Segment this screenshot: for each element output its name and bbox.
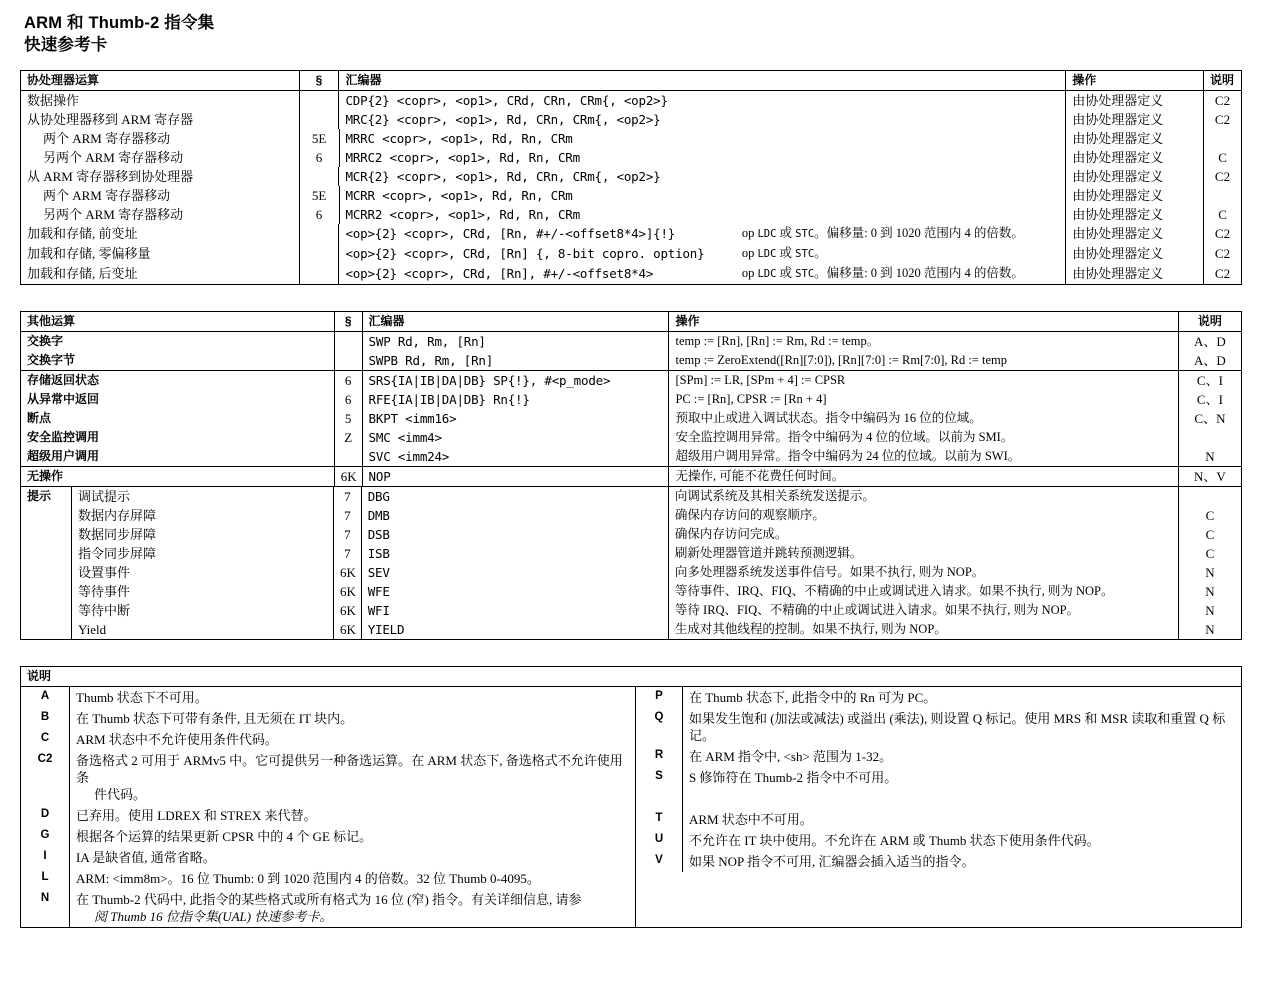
cell-op-name: 设置事件 [71,563,333,582]
table-header-row [21,71,1241,91]
cell-op-name: 从 ARM 寄存器移到协处理器 [27,169,194,184]
cell-notes: C、I [1178,390,1241,409]
cell-detail: op LDC 或 STC。 [741,246,827,260]
cell-notes: C [1178,506,1241,525]
legend-code: C2 [37,753,53,765]
header-notes: 说明 [1178,312,1241,331]
cell-detail [736,129,1065,148]
legend-text: 如果 NOP 指令不可用, 汇编器会插入适当的指令。 [682,851,1241,872]
cell-op-name: 两个 ARM 寄存器移动 [43,188,171,203]
cell-hint-group-label: 提示 [27,489,52,503]
cell-notes: C2 [1203,91,1241,110]
legend-code: U [654,833,664,845]
table-row [21,332,1241,351]
cell-op-name: 指令同步屏障 [71,544,333,563]
legend-text-continuation: 件代码。 [94,787,147,802]
legend-code: L [41,871,49,883]
legend-text-continuation: 阅 Thumb 16 位指令集(UAL) 快速参考卡。 [94,909,333,924]
detail-mnemonic: LDC [757,268,777,280]
cell-section: 6K [334,467,362,486]
cell-action: 预取中止或进入调试状态。指令中编码为 16 位的位域。 [668,409,1177,428]
cell-section: 6 [334,390,362,409]
table-row [21,186,1241,205]
cell-action: 超级用户调用异常。指令中编码为 24 位的位域。以前为 SWI。 [668,447,1177,466]
cell-op-name: 加载和存储, 后变址 [27,266,138,281]
cell-assembler: MCR{2} <copr>, <op1>, Rd, CRn, CRm{, <op2>} [338,167,735,186]
cell-action: temp := ZeroExtend([Rn][7:0]), [Rn][7:0] := Rm[7:0], Rd := temp [668,351,1177,370]
cell-section: 6K [333,620,361,639]
detail-mnemonic: STC [795,228,815,240]
cell-detail [736,148,1065,167]
cell-detail: op LDC 或 STC。偏移量: 0 到 1020 范围内 4 的倍数。 [741,266,1024,280]
cell-section [334,447,362,466]
cell-detail [736,186,1065,205]
legend-item [21,805,635,826]
legend-code: G [40,829,50,841]
table-row [21,428,1241,447]
table-row [21,205,1241,224]
legend-code: R [654,749,664,761]
cell-section: 7 [333,506,361,525]
header-assembler: 汇编器 [362,312,669,331]
table-row [71,506,1241,525]
cell-assembler: SEV [361,563,668,582]
cell-notes [1203,186,1241,205]
cell-op-name: 调试提示 [71,487,333,506]
legend-item [21,687,635,708]
cell-section [299,244,339,264]
legend-text: 在 Thumb-2 代码中, 此指令的某些格式或所有格式为 16 位 (窄) 指令。有关详细信息, 请参 阅 Thumb 16 位指令集(UAL) 快速参考卡。 [69,889,635,927]
cell-op-name: 另两个 ARM 寄存器移动 [43,150,184,165]
cell-section: 5E [299,186,339,205]
cell-action: 由协处理器定义 [1065,148,1203,167]
legend-text: 不允许在 IT 块中使用。不允许在 ARM 或 Thumb 状态下使用条件代码。 [682,830,1241,851]
cell-action: 等待事件、IRQ、FIQ、不精确的中止或调试进入请求。如果不执行, 则为 NOP。 [668,582,1178,601]
legend-text: ARM 状态中不可用。 [682,809,1241,830]
cell-notes [1178,428,1241,447]
cell-action: 由协处理器定义 [1065,186,1203,205]
cell-action: 确保内存访问的观察顺序。 [668,506,1178,525]
detail-prefix: op [741,266,758,280]
cell-section: 6 [299,205,339,224]
cell-notes: A、D [1178,351,1241,370]
cell-action: 确保内存访问完成。 [668,525,1178,544]
title-line-2: 快速参考卡 [24,36,108,54]
legend-code: V [655,854,663,866]
cell-op-name: 无操作 [27,469,64,483]
cell-action: 由协处理器定义 [1065,224,1203,244]
cell-assembler: YIELD [361,620,668,639]
header-action: 操作 [1065,71,1203,90]
cell-op-name: 从异常中返回 [27,392,100,406]
cell-assembler: SWPB Rd, Rm, [Rn] [362,351,669,370]
detail-mnemonic: LDC [757,248,777,260]
header-action: 操作 [668,312,1177,331]
table-row [21,244,1241,264]
legend-item [636,746,1241,767]
cell-notes: C2 [1203,110,1241,129]
legend-item [21,708,635,729]
legend-code: S [655,770,663,782]
cell-action: 由协处理器定义 [1065,244,1203,264]
cell-section [334,332,362,351]
cell-detail [736,91,1065,110]
legend-text: 在 Thumb 状态下, 此指令中的 Rn 可为 PC。 [682,687,1241,708]
cell-action: 向调试系统及其相关系统发送提示。 [668,487,1178,506]
header-detail-blank [736,71,1065,90]
table-row [21,351,1241,371]
table-row [21,148,1241,167]
table-header-row [21,312,1241,332]
legend-text: ARM: <imm8m>。16 位 Thumb: 0 到 1020 范围内 4 的倍数。32 位 Thumb 0-4095。 [69,868,635,889]
cell-op-name: 数据内存屏障 [71,506,333,525]
legend-item [636,767,1241,788]
cell-op-name: 两个 ARM 寄存器移动 [43,131,171,146]
legend-item [636,851,1241,872]
legend-text: 已弃用。使用 LDREX 和 STREX 来代替。 [69,805,635,826]
cell-section: 7 [333,487,361,506]
cell-notes: N [1178,447,1241,466]
cell-op-name: 数据操作 [27,93,80,108]
cell-section [299,264,339,284]
header-section: § [299,71,339,90]
legend-code: T [655,812,663,824]
legend-body [21,687,1241,927]
legend-code: Q [654,711,664,723]
cell-notes: N、V [1178,467,1241,486]
table-row [21,110,1241,129]
cell-action: 安全监控调用异常。指令中编码为 4 位的位域。以前为 SMI。 [668,428,1177,447]
table-row [21,409,1241,428]
table-row [71,620,1241,639]
header-assembler: 汇编器 [338,71,735,90]
legend-item [636,788,1241,809]
cell-notes: C [1203,148,1241,167]
hint-rows-container [71,487,1241,639]
page-title [24,12,1242,56]
cell-op-name: 加载和存储, 前变址 [27,226,138,241]
cell-op-name: 等待中断 [71,601,333,620]
cell-assembler: <op>{2} <copr>, CRd, [Rn] {, 8-bit copro. option} [338,244,735,264]
cell-assembler: MCRR <copr>, <op1>, Rd, Rn, CRm [339,186,736,205]
cell-op-name: 从协处理器移到 ARM 寄存器 [27,112,194,127]
cell-notes: C [1178,525,1241,544]
cell-op-name: 交换字节 [27,353,76,367]
cell-assembler: BKPT <imm16> [362,409,669,428]
cell-op-name: 数据同步屏障 [71,525,333,544]
legend-item [636,830,1241,851]
cell-section: Z [334,428,362,447]
legend-left-column [21,687,635,927]
cell-op-name: 存储返回状态 [27,373,100,387]
cell-notes: A、D [1178,332,1241,351]
cell-section: 6K [333,601,361,620]
detail-prefix: op [741,246,758,260]
header-notes: 说明 [1203,71,1241,90]
other-rows-body [21,332,1241,639]
cell-notes: C2 [1203,167,1241,186]
cell-assembler: DBG [361,487,668,506]
cell-assembler: ISB [361,544,668,563]
legend-item [636,687,1241,708]
table-row [71,582,1241,601]
cell-assembler: SRS{IA|IB|DA|DB} SP{!}, #<p_mode> [362,371,669,390]
coprocessor-rows-body [21,91,1241,284]
cell-notes: N [1178,601,1241,620]
legend-code: B [40,711,50,723]
cell-section: 6K [333,582,361,601]
legend-text: 在 Thumb 状态下可带有条件, 且无须在 IT 块内。 [69,708,635,729]
legend-code: N [40,892,50,904]
header-op-name: 其他运算 [27,314,76,328]
cell-section: 5 [334,409,362,428]
detail-mnemonic: STC [795,248,815,260]
detail-mnemonic: STC [795,268,815,280]
table-row [21,167,1241,186]
cell-notes: C [1178,544,1241,563]
other-operations-table [20,311,1242,640]
coprocessor-operations-table [20,70,1242,285]
cell-action: 生成对其他线程的控制。如果不执行, 则为 NOP。 [668,620,1178,639]
legend-item [21,826,635,847]
legend-text: Thumb 状态下不可用。 [69,687,635,708]
cell-section: 7 [333,544,361,563]
legend-item [21,750,635,805]
legend-table [20,666,1242,928]
table-row [71,544,1241,563]
cell-assembler: DSB [361,525,668,544]
legend-code: D [40,808,50,820]
cell-action: 由协处理器定义 [1065,205,1203,224]
cell-notes: N [1178,563,1241,582]
legend-code: I [43,850,47,862]
cell-assembler: MRRC2 <copr>, <op1>, Rd, Rn, CRm [339,148,736,167]
cell-action: 刷新处理器管道并跳转预测逻辑。 [668,544,1178,563]
cell-op-name: 断点 [27,411,52,425]
cell-action: temp := [Rn], [Rn] := Rm, Rd := temp。 [668,332,1177,351]
table-row [21,264,1241,284]
table-row [21,371,1241,390]
cell-notes: N [1178,620,1241,639]
cell-notes: N [1178,582,1241,601]
cell-section [299,110,339,129]
title-line-1: ARM 和 Thumb-2 指令集 [24,14,215,32]
table-row [21,91,1241,110]
cell-action: 由协处理器定义 [1065,264,1203,284]
cell-op-name: 等待事件 [71,582,333,601]
cell-notes: C2 [1203,244,1241,264]
cell-notes [1203,129,1241,148]
table-row [21,467,1241,487]
legend-code: A [40,690,50,702]
cell-op-name: Yield [71,620,333,639]
cell-section: 6 [299,148,339,167]
legend-text: 根据各个运算的结果更新 CPSR 中的 4 个 GE 标记。 [69,826,635,847]
cell-assembler: NOP [362,467,669,486]
cell-detail: op LDC 或 STC。偏移量: 0 到 1020 范围内 4 的倍数。 [741,226,1024,240]
cell-action: PC := [Rn], CPSR := [Rn + 4] [668,390,1177,409]
cell-section: 5E [299,129,339,148]
cell-section: 7 [333,525,361,544]
cell-op-name: 加载和存储, 零偏移量 [27,246,151,261]
legend-text: 在 ARM 指令中, <sh> 范围为 1-32。 [682,746,1241,767]
header-section: § [334,312,362,331]
table-row [71,525,1241,544]
cell-notes: C2 [1203,264,1241,284]
legend-text [682,788,1241,809]
cell-detail [736,205,1065,224]
table-row [71,563,1241,582]
legend-item [21,729,635,750]
table-row [21,224,1241,244]
cell-detail [736,110,1065,129]
legend-text: ARM 状态中不允许使用条件代码。 [69,729,635,750]
cell-assembler: <op>{2} <copr>, CRd, [Rn], #+/-<offset8*4> [338,264,735,284]
legend-text: S 修饰符在 Thumb-2 指令中不可用。 [682,767,1241,788]
cell-notes: C、N [1178,409,1241,428]
cell-detail [736,167,1065,186]
cell-op-name: 交换字 [27,334,64,348]
legend-text: 备选格式 2 可用于 ARMv5 中。它可提供另一种备选运算。在 ARM 状态下, 备选格式不允许使用条 件代码。 [69,750,635,805]
legend-header-label: 说明 [27,669,52,683]
cell-action: [SPm] := LR, [SPm + 4] := CPSR [668,371,1177,390]
cell-assembler: SMC <imm4> [362,428,669,447]
cell-op-name: 另两个 ARM 寄存器移动 [43,207,184,222]
legend-item [21,847,635,868]
legend-code [636,788,682,809]
table-row [71,487,1241,506]
table-row [71,601,1241,620]
cell-section [334,351,362,370]
legend-item [21,868,635,889]
legend-right-column [635,687,1241,927]
cell-assembler: MRRC <copr>, <op1>, Rd, Rn, CRm [339,129,736,148]
cell-notes [1178,487,1241,506]
legend-code: P [655,690,663,702]
detail-prefix: op [741,226,758,240]
cell-assembler: <op>{2} <copr>, CRd, [Rn, #+/-<offset8*4>]{!} [338,224,735,244]
cell-action: 向多处理器系统发送事件信号。如果不执行, 则为 NOP。 [668,563,1178,582]
cell-notes: C [1203,205,1241,224]
cell-action: 由协处理器定义 [1065,110,1203,129]
legend-text: 如果发生饱和 (加法或减法) 或溢出 (乘法), 则设置 Q 标记。使用 MRS 和 MSR 读取和重置 Q 标记。 [682,708,1241,746]
table-row [21,390,1241,409]
cell-action: 由协处理器定义 [1065,129,1203,148]
cell-section [299,167,339,186]
cell-op-name: 安全监控调用 [27,430,100,444]
cell-assembler: SWP Rd, Rm, [Rn] [362,332,669,351]
cell-action: 由协处理器定义 [1065,167,1203,186]
cell-section [299,91,339,110]
cell-assembler: WFE [361,582,668,601]
cell-notes: C2 [1203,224,1241,244]
cell-assembler: DMB [361,506,668,525]
cell-assembler: CDP{2} <copr>, <op1>, CRd, CRn, CRm{, <op2>} [338,91,735,110]
legend-text: IA 是缺省值, 通常省略。 [69,847,635,868]
detail-mnemonic: LDC [757,228,777,240]
cell-assembler: MRC{2} <copr>, <op1>, Rd, CRn, CRm{, <op2>} [338,110,735,129]
legend-item [636,809,1241,830]
cell-assembler: RFE{IA|IB|DA|DB} Rn{!} [362,390,669,409]
hint-group-row [21,487,1241,639]
cell-section: 6 [334,371,362,390]
cell-action: 无操作, 可能不花费任何时间。 [668,467,1177,486]
cell-notes: C、I [1178,371,1241,390]
legend-header-row [21,667,1241,687]
cell-assembler: MCRR2 <copr>, <op1>, Rd, Rn, CRm [339,205,736,224]
header-op-name: 协处理器运算 [27,73,100,87]
legend-item [636,708,1241,746]
table-row [21,129,1241,148]
cell-section: 6K [333,563,361,582]
cell-action: 由协处理器定义 [1065,91,1203,110]
table-row [21,447,1241,467]
cell-section [299,224,339,244]
cell-action: 等待 IRQ、FIQ、不精确的中止或调试进入请求。如果不执行, 则为 NOP。 [668,601,1178,620]
cell-assembler: SVC <imm24> [362,447,669,466]
cell-op-name: 超级用户调用 [27,449,100,463]
cell-assembler: WFI [361,601,668,620]
legend-item [21,889,635,927]
legend-code: C [40,732,50,744]
